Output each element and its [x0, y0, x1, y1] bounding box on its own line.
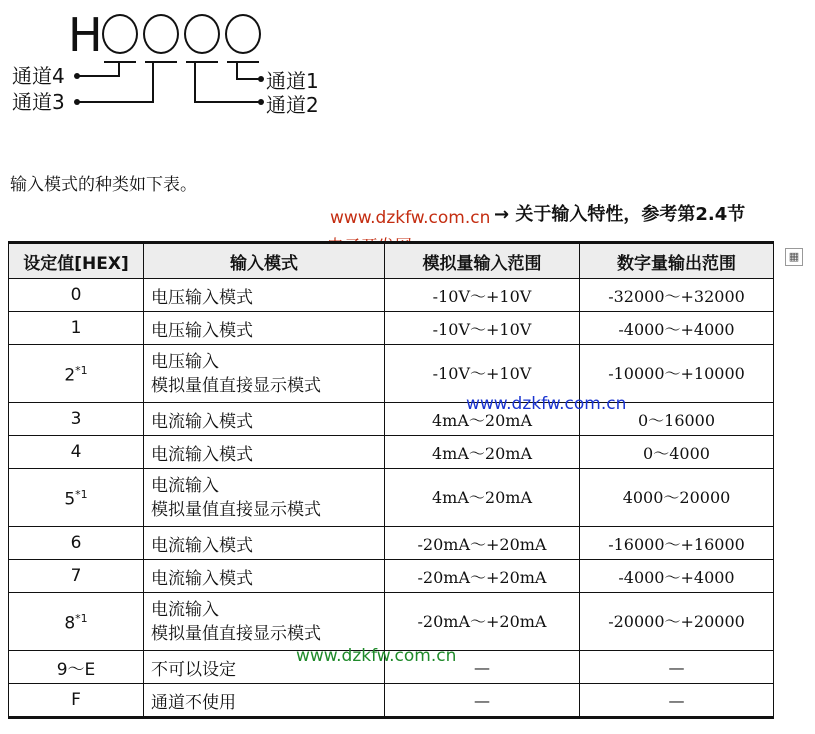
table-row	[9, 560, 774, 593]
dot-ch3	[74, 99, 80, 105]
table-row	[9, 312, 774, 345]
footnote-mark: *1	[75, 612, 88, 626]
bracket-ch2-stem	[194, 61, 196, 103]
cell-mode	[144, 403, 385, 436]
cell-analog-range: —	[385, 684, 580, 718]
cell-digital-range: 0～4000	[580, 436, 774, 469]
cell-setting	[9, 312, 144, 345]
channel-digit-1	[225, 14, 261, 54]
setting-value: 6	[70, 533, 82, 553]
mode-line-1: 电流输入	[151, 599, 219, 620]
mode-line-1: 电流输入模式	[151, 444, 253, 465]
leader-ch4	[78, 75, 120, 77]
cell-digital-range: -4000～+4000	[580, 312, 774, 345]
cell-analog-range: -10V～+10V	[385, 345, 580, 403]
footnote-mark: *1	[75, 364, 88, 378]
cell-setting	[9, 436, 144, 469]
mode-line-1: 电压输入模式	[151, 287, 253, 308]
header-setting: 设定值[HEX]	[9, 243, 144, 279]
mode-line-2: 模拟量值直接显示模式	[151, 623, 321, 644]
channel-digit-3	[143, 14, 179, 54]
mode-line-2: 模拟量值直接显示模式	[151, 499, 321, 520]
leader-ch3	[78, 101, 154, 103]
cell-analog-range: -20mA～+20mA	[385, 560, 580, 593]
setting-value: 5	[64, 489, 76, 510]
table-row	[9, 436, 774, 469]
footnote-mark: *1	[75, 488, 88, 502]
cell-mode	[144, 593, 385, 651]
cell-digital-range: —	[580, 651, 774, 684]
mode-line-2: 模拟量值直接显示模式	[151, 375, 321, 396]
mode-line-1: 电流输入模式	[151, 568, 253, 589]
setting-value: F	[71, 690, 81, 710]
cell-mode	[144, 560, 385, 593]
setting-value: 9～E	[56, 659, 96, 680]
cell-mode	[144, 436, 385, 469]
table-icon[interactable]: ▦	[785, 248, 803, 266]
header-analog-range: 模拟量输入范围	[385, 243, 580, 279]
cell-setting	[9, 593, 144, 651]
channel-digit-4	[102, 14, 138, 54]
cell-analog-range: 4mA～20mA	[385, 403, 580, 436]
cell-digital-range: 4000～20000	[580, 469, 774, 527]
cell-mode	[144, 312, 385, 345]
cell-mode	[144, 684, 385, 718]
setting-value: 1	[70, 318, 82, 338]
reference-link[interactable]: → 关于输入特性，参考第2.4节	[494, 204, 746, 225]
cell-digital-range: -20000～+20000	[580, 593, 774, 651]
cell-digital-range: 0～16000	[580, 403, 774, 436]
bracket-ch3	[145, 61, 177, 63]
cell-mode	[144, 527, 385, 560]
leader-ch1	[236, 78, 260, 80]
intro-text: 输入模式的种类如下表。	[10, 175, 197, 195]
table-row	[9, 403, 774, 436]
mode-line-1: 电流输入	[151, 475, 219, 496]
mode-line-1: 电流输入模式	[151, 411, 253, 432]
mode-line-1: 电流输入模式	[151, 535, 253, 556]
cell-digital-range: -32000～+32000	[580, 279, 774, 312]
bracket-ch2	[186, 61, 218, 63]
cell-setting	[9, 560, 144, 593]
watermark-url-blue: www.dzkfw.com.cn	[466, 394, 627, 414]
header-mode: 输入模式	[144, 243, 385, 279]
setting-value: 4	[70, 442, 82, 462]
cell-digital-range: —	[580, 684, 774, 718]
dot-ch2	[258, 99, 264, 105]
setting-value: 7	[70, 566, 82, 586]
cell-analog-range: 4mA～20mA	[385, 436, 580, 469]
cell-setting	[9, 345, 144, 403]
bracket-ch4	[104, 61, 136, 63]
cell-analog-range: -20mA～+20mA	[385, 527, 580, 560]
cell-mode	[144, 345, 385, 403]
watermark-url-red: www.dzkfw.com.cn	[330, 208, 491, 228]
cell-setting	[9, 651, 144, 684]
leader-ch2	[194, 101, 260, 103]
header-digital-range: 数字量输出范围	[580, 243, 774, 279]
table-row	[9, 345, 774, 403]
cell-setting	[9, 279, 144, 312]
setting-value: 2	[64, 365, 76, 386]
table-row	[9, 469, 774, 527]
cell-digital-range: -10000～+10000	[580, 345, 774, 403]
table-row	[9, 593, 774, 651]
table-row	[9, 527, 774, 560]
cell-mode	[144, 279, 385, 312]
cell-setting	[9, 403, 144, 436]
table-header-row	[9, 243, 774, 279]
mode-line-1: 电压输入	[151, 351, 219, 372]
watermark-url-green: www.dzkfw.com.cn	[296, 646, 457, 666]
mode-line-1: 不可以设定	[151, 659, 236, 680]
label-ch4: 通道4	[12, 64, 65, 88]
label-ch3: 通道3	[12, 90, 65, 114]
cell-digital-range: -4000～+4000	[580, 560, 774, 593]
label-ch2: 通道2	[266, 93, 319, 117]
cell-analog-range: -20mA～+20mA	[385, 593, 580, 651]
bracket-ch3-stem	[152, 61, 154, 103]
dot-ch4	[74, 73, 80, 79]
label-ch1: 通道1	[266, 69, 319, 93]
bracket-ch1	[227, 61, 259, 63]
channel-digit-2	[184, 14, 220, 54]
hex-prefix: H	[68, 8, 103, 62]
mode-line-1: 通道不使用	[151, 692, 236, 713]
mode-line-1: 电压输入模式	[151, 320, 253, 341]
bracket-ch4-stem	[118, 61, 120, 76]
cell-setting	[9, 469, 144, 527]
setting-value: 0	[70, 285, 82, 305]
setting-value: 8	[64, 613, 76, 634]
cell-analog-range: -10V～+10V	[385, 312, 580, 345]
setting-value: 3	[70, 409, 82, 429]
cell-analog-range: —	[385, 651, 580, 684]
table-row	[9, 684, 774, 718]
cell-setting	[9, 527, 144, 560]
cell-analog-range: -10V～+10V	[385, 279, 580, 312]
channel-diagram	[0, 0, 360, 130]
table-row	[9, 279, 774, 312]
cell-digital-range: -16000～+16000	[580, 527, 774, 560]
dot-ch1	[258, 76, 264, 82]
cell-setting	[9, 684, 144, 718]
cell-mode	[144, 469, 385, 527]
cell-analog-range: 4mA～20mA	[385, 469, 580, 527]
